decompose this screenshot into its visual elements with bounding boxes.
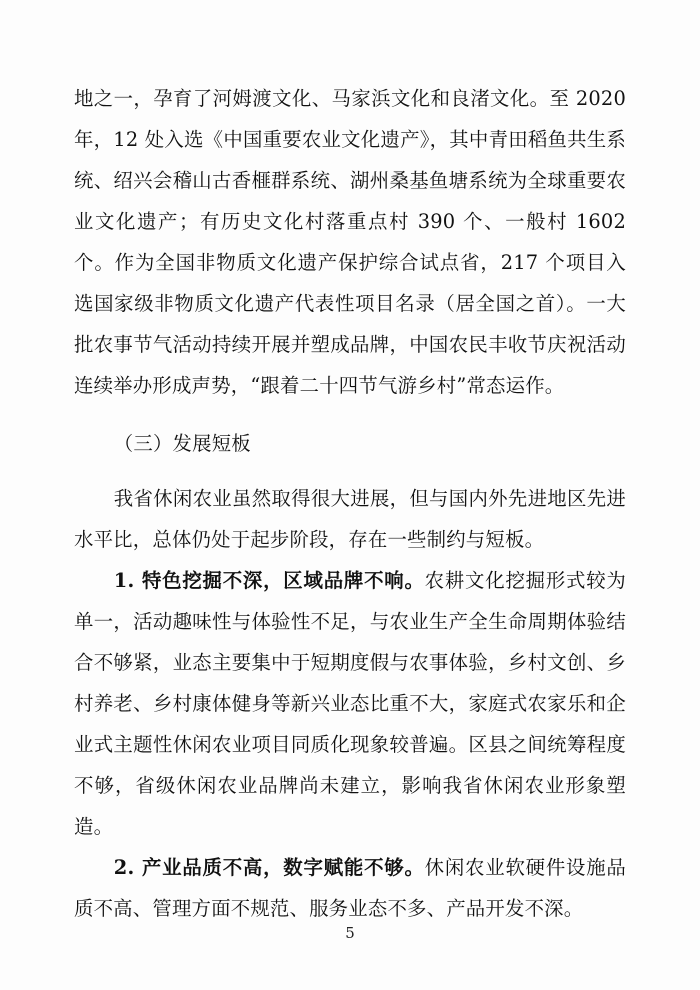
paragraph-spacer <box>74 406 626 423</box>
heading-spacer <box>74 464 626 478</box>
list-item-2 <box>74 847 626 929</box>
document-body <box>74 78 626 929</box>
list-item-2-text: 休闲农业软硬件设施品质不高、管理方面不规范、服务业态不多、产品开发不深。 <box>74 856 626 920</box>
list-item-1 <box>74 560 626 847</box>
list-item-2-label: 2. 产业品质不高，数字赋能不够。 <box>113 856 425 879</box>
list-item-1-label: 1. 特色挖掘不深，区域品牌不响。 <box>113 569 425 592</box>
paragraph-intro: 我省休闲农业虽然取得很大进展，但与国内外先进地区先进水平比，总体仍处于起步阶段，存在一些制约与短板。 <box>74 487 626 551</box>
section-heading-three: （三）发展短板 <box>113 432 251 455</box>
page-number: 5 <box>345 924 355 942</box>
list-item-1-text: 农耕文化挖掘形式较为单一，活动趣味性与体验性不足，与农业生产全生命周期体验结合不够紧，业态主要集中于短期度假与农事体验，乡村文创、乡村养老、乡村康体健身等新兴业态比重不大，家庭式农家乐和企业式主题性休闲农业项目同质化现象较普遍。区县之间统筹程度不够，省级休闲农业品牌尚未建立，影响我省休闲农业形象塑造。 <box>74 569 626 838</box>
paragraph-continued: 地之一，孕育了河姆渡文化、马家浜文化和良渚文化。至 2020 年，12 处入选《中国重要农业文化遗产》，其中青田稻鱼共生系统、绍兴会稽山古香榧群系统、湖州桑基鱼塘系统为全球重要农业文化遗产；有历史文化村落重点村 390 个、一般村 1602 个。作为全国非物质文化遗产保护综合试点省，217 个项目入选国家级非物质文化遗产代表性项目名录（居全国之首）。一大批农事节气活动持续开展并塑成品牌，中国农民丰收节庆祝活动连续举办形成声势，“跟着二十四节气游乡村”常态运作。 <box>74 87 626 397</box>
